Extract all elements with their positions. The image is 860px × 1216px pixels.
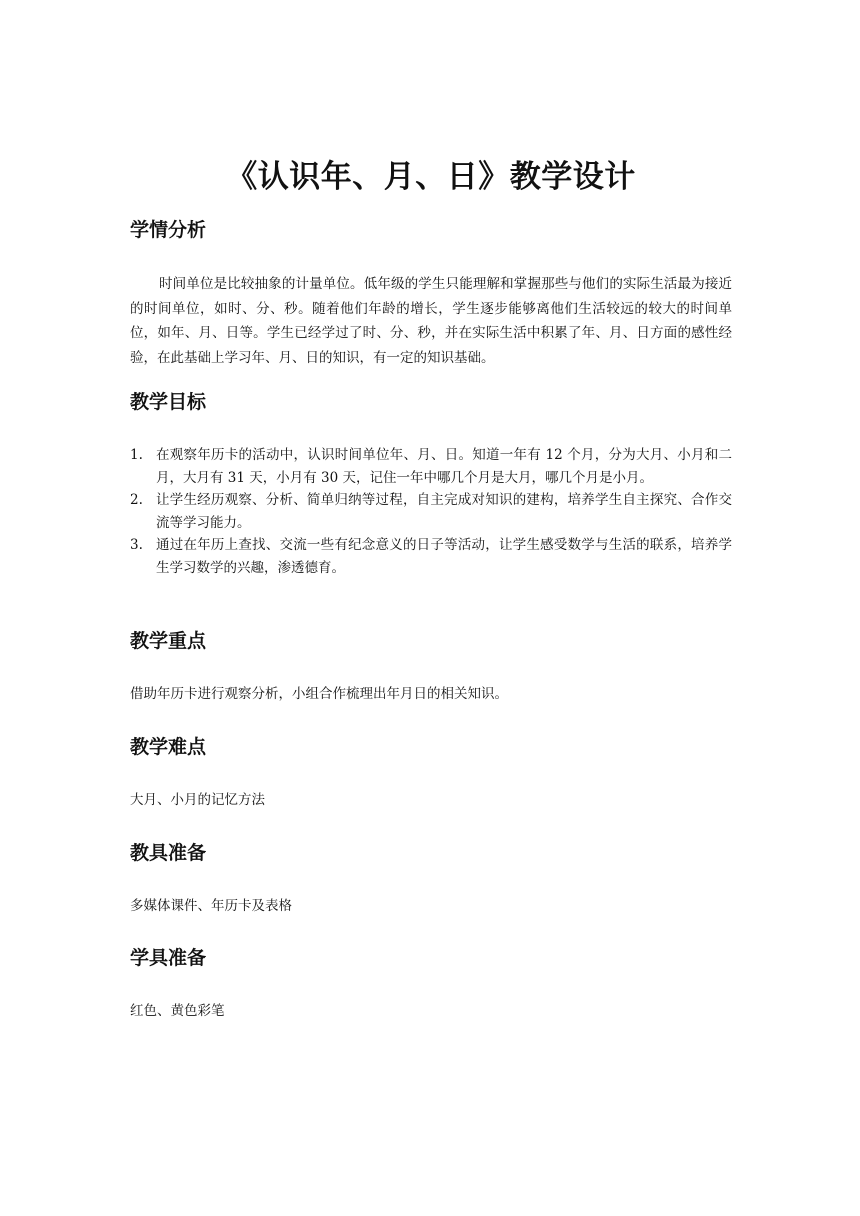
list-number: 3. (130, 537, 143, 553)
list-item (130, 489, 732, 534)
section-heading: 学具准备 (130, 947, 207, 969)
section-teaching-aids (130, 840, 732, 919)
list-item (130, 444, 732, 489)
list-number: 1. (130, 447, 143, 463)
section-paragraph: 借助年历卡进行观察分析，小组合作梳理出年月日的相关知识。 (130, 686, 508, 702)
section-teaching-objectives (130, 389, 732, 579)
list-text: 在观察年历卡的活动中，认识时间单位年、月、日。知道一年有 12 个月，分为大月、小月和二月，大月有 31 天，小月有 30 天，记住一年中哪几个月是大月，哪几个月是小月。 (156, 447, 732, 486)
list-item (130, 534, 732, 579)
section-heading: 教具准备 (130, 842, 207, 864)
section-paragraph: 红色、黄色彩笔 (130, 1003, 225, 1019)
section-learning-aids (130, 945, 732, 1024)
section-student-analysis (130, 217, 732, 370)
section-paragraph: 大月、小月的记忆方法 (130, 792, 265, 808)
section-heading: 教学重点 (130, 630, 207, 652)
section-paragraph: 时间单位是比较抽象的计量单位。低年级的学生只能理解和掌握那些与他们的实际生活最为接近的时间单位，如时、分、秒。随着他们年龄的增长，学生逐步能够离他们生活较远的较大的时间单位，如年、月、日等。学生已经学过了时、分、秒，并在实际生活中积累了年、月、日方面的感性经验，在此基础上学习年、月、日的知识，有一定的知识基础。 (130, 276, 732, 366)
list-text: 让学生经历观察、分析、简单归纳等过程，自主完成对知识的建构，培养学生自主探究、合作交流等学习能力。 (156, 492, 732, 531)
document-title: 《认识年、月、日》教学设计 (226, 158, 636, 195)
section-heading: 教学目标 (130, 391, 207, 413)
list-number: 2. (130, 492, 143, 508)
section-paragraph: 多媒体课件、年历卡及表格 (130, 898, 292, 914)
section-teaching-difficulty (130, 734, 732, 813)
section-heading: 教学难点 (130, 736, 207, 758)
list-text: 通过在年历上查找、交流一些有纪念意义的日子等活动，让学生感受数学与生活的联系，培养学生学习数学的兴趣，渗透德育。 (156, 537, 732, 576)
section-heading: 学情分析 (130, 219, 207, 241)
section-teaching-focus (130, 628, 732, 707)
objectives-list (130, 444, 732, 579)
